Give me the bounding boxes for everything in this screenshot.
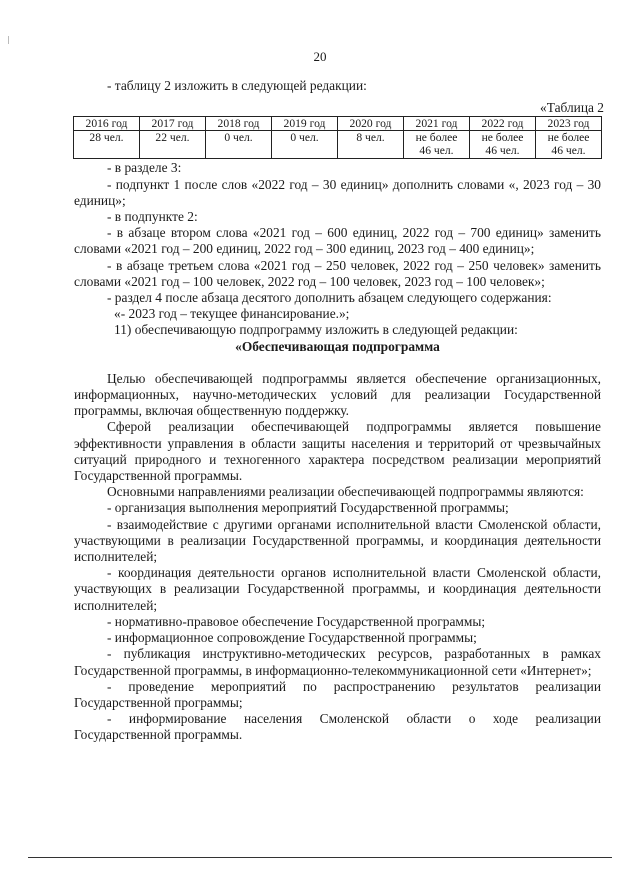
- table-header-cell: 2016 год: [74, 117, 140, 131]
- amendment-paragraph: - в подпункте 2:: [107, 209, 198, 225]
- amendment-paragraph: «- 2023 год – текущее финансирование.»;: [114, 306, 350, 322]
- value-line: 46 чел.: [551, 144, 586, 158]
- value-line: 0 чел.: [224, 131, 253, 145]
- table-header-cell: 2018 год: [206, 117, 272, 131]
- amendment-paragraph: - раздел 4 после абзаца десятого дополнить абзацем следующего содержания:: [107, 290, 552, 306]
- direction-item: - проведение мероприятий по распространению результатов реализации Государственной программы;: [74, 678, 601, 710]
- direction-item: - взаимодействие с другими органами исполнительной власти Смоленской области, участвующими в реализации Государственной программы, и координация деятельности исполнителей;: [74, 516, 601, 565]
- direction-item: - публикация инструктивно-методических ресурсов, разработанных в рамках Государственной программы, в информационно-телекоммуникационной сети «Интернет»;: [74, 646, 601, 678]
- page-number: 20: [313, 49, 327, 64]
- amendment-paragraph: - в абзаце втором слова «2021 год – 600 единиц, 2022 год – 700 единиц» заменить словами «2021 год – 200 единиц, 2022 год – 300 единиц, 2023 год – 400 единиц»;: [74, 225, 601, 257]
- table-header-cell: 2019 год: [272, 117, 338, 131]
- amendment-paragraph: - в абзаце третьем слова «2021 год – 250 человек, 2022 год – 250 человек» заменить словами «2021 год – 100 человек, 2022 год – 100 человек, 2023 год – 100 человек»;: [74, 257, 601, 289]
- table-value-cell: [74, 131, 140, 159]
- body-paragraph: Основными направлениями реализации обеспечивающей подпрограммы являются:: [107, 484, 584, 500]
- table-caption: «Таблица 2: [540, 100, 604, 116]
- table-value-cell: [470, 131, 536, 159]
- direction-item: - информирование населения Смоленской области о ходе реализации Государственной программы.: [74, 711, 601, 743]
- table-2: [73, 116, 602, 159]
- body-paragraph: Целью обеспечивающей подпрограммы является обеспечение организационных, информационных, научно-методических условий для реализации Государственной программы, включая общественную поддержку.: [74, 370, 601, 419]
- table-header-cell: 2022 год: [470, 117, 536, 131]
- table-header-cell: 2021 год: [404, 117, 470, 131]
- spacer: [74, 355, 601, 371]
- amendment-paragraph: - в разделе 3:: [107, 160, 182, 176]
- table-value-cell: [338, 131, 404, 159]
- table-value-cell: [272, 131, 338, 159]
- value-line: 0 чел.: [290, 131, 319, 145]
- body-paragraph: Сферой реализации обеспечивающей подпрограммы является повышение эффективности управления в области защиты населения и территорий от чрезвычайных ситуаций природного и техногенного характера посредством реализации мероприятий Государственной программы.: [74, 419, 601, 484]
- table-value-cell: [140, 131, 206, 159]
- direction-item: - координация деятельности органов исполнительной власти Смоленской области, участвующих в реализации Государственной программы, и координация деятельности исполнителей;: [74, 565, 601, 613]
- table-header-cell: 2023 год: [536, 117, 602, 131]
- section-heading: «Обеспечивающая подпрограмма: [235, 338, 440, 354]
- table-header-row: [74, 117, 602, 131]
- value-line: 22 чел.: [155, 131, 190, 145]
- table-header-cell: 2017 год: [140, 117, 206, 131]
- table-value-cell: [206, 131, 272, 159]
- value-line: 28 чел.: [89, 131, 124, 145]
- table-value-cell: [536, 131, 602, 159]
- amendment-paragraph: 11) обеспечивающую подпрограмму изложить в следующей редакции:: [114, 322, 518, 338]
- document-body: [74, 78, 604, 744]
- value-line: 46 чел.: [485, 144, 520, 158]
- intro-line: - таблицу 2 изложить в следующей редакции:: [107, 78, 367, 93]
- table-value-cell: [404, 131, 470, 159]
- table-value-row: [74, 131, 602, 159]
- direction-item: - нормативно-правовое обеспечение Государственной программы;: [107, 613, 486, 629]
- bottom-rule: [28, 857, 612, 858]
- value-line: не более: [415, 131, 458, 145]
- value-line: 46 чел.: [419, 144, 454, 158]
- direction-item: - организация выполнения мероприятий Государственной программы;: [107, 500, 509, 516]
- direction-item: - информационное сопровождение Государственной программы;: [107, 630, 477, 646]
- scan-mark: [8, 36, 9, 44]
- amendment-paragraph: - подпункт 1 после слов «2022 год – 30 единиц» дополнить словами «, 2023 год – 30 единиц»;: [74, 176, 601, 208]
- value-line: не более: [481, 131, 524, 145]
- table-header-cell: 2020 год: [338, 117, 404, 131]
- value-line: не более: [547, 131, 590, 145]
- value-line: 8 чел.: [356, 131, 385, 145]
